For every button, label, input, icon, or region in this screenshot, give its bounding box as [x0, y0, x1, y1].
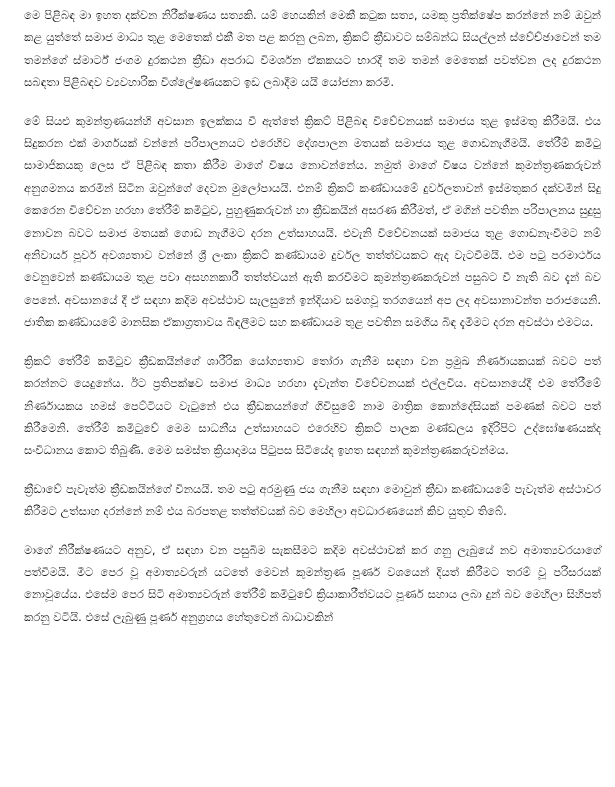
paragraph-4: ක්‍රීඩාවේ පැවැත්ම ක්‍රීඩකයින්ගේ විනයයි. තම පටු අරමුණු ජය ගැනීම සඳහා මොවුන් ක්‍රීඩා කණ්ඩායමේ පැවැත්ම අස්ථාවර කිරීමට උත්සාහ දරන්නේ නම් එය බරපතළ තත්ත්වයක් බව මෙහිලා අවධාරණයෙන් කිව යුතුව තිබේ. [24, 481, 601, 519]
paragraph-1: මෙ පිළිබඳ මා ඉහත දක්වන නිරීක්ෂණය සත්‍යකි. යම් හෙයකින් මෙකී කටුක සත්‍ය, යමකු ප්‍රතික්ෂේප කරන්නේ නම් ඔවුන් කළ යුත්තේ සමාජ මාධ්‍ය තුළ මෙතෙක් එකී මත පළ කරනු ලබන, ක්‍රිකට් ක්‍රීඩාවට සම්බන්ධ සියල්ලන් ස්වේච්ඡාවෙන් තම තමන්ගේ ස්මාර්ට් ජංගම දුරකථන ක්‍රීඩා අපරාධ විමර්ශන ඒකකයට භාරදී තම තමන් මෙතෙක් පවත්වන ලද දුරකථන සබඳතා පිළිබඳව ව්‍යවහාරික විශ්ලේෂණයකට ඉඩ ලබාදීම යයි යෝජනා කරමි. [24, 8, 601, 90]
paragraph-2: මේ සියළු කුමන්ත්‍රණයන්හි අවසාන ඉලක්කය වී ඇත්තේ ක්‍රිකට් පිළිබඳ විවේචනයක් සමාජය තුළ ඉස්මතු කිරීමයි. එය සිදුකරන එක් මාර්ගයක් වන්නේ පරිපාලනයට එරෙහිව දේශපාලන මතයක් සමාජය තුළ ගොඩනැගීමයි. තේරීම් කමිටු සාමාජිකයකු ලෙස ඒ පිළිබඳ කතා කිරීම මාගේ විෂය නොවන්නේය. නමුත් මාගේ විෂය වන්නේ කුමන්ත්‍රණකරුවන් අනුගමනය කරමින් සිටින ඔවුන්ගේ දෙවන මුලෝපායයි. එනම් ක්‍රිකට් කණ්ඩායමේ දුර්වලතාවන් ඉස්මතුකර දක්වමින් සිදු කෙරෙන විවේචන හරහා තේරීම් කමිටුව, පුහුණුකරුවන් හා ක්‍රීඩකයින් අසරණ කිරීමත්, ඒ මගින් පවතින පරිපාලනය සුදුසු නොවන බවට සමාජ මතයක් ගොඩ නැගීමට දරන උත්සාහයයි. එවැනි විවේචනයක් සමාජය තුළ ගොඩනැංවීමට නම් අනිවාර්ය පූර්ව අවශ්‍යතාව වන්නේ ශ්‍රී ලංකා ක්‍රිකට් කණ්ඩායම දුර්වල තත්ත්වයකට ඇද වැටවීමයි. එම පටු පරමාර්ථය වෙනුවෙන් කණ්ඩායම තුළ පවා අසහනකාරී තත්ත්වයන් ඇති කරවීමට කුමන්ත්‍රණකරුවන් පසුබට වී නැති බව දැන් බව පෙනේ. අවසානයේ දී ඒ සඳහා කදිම අවස්ථාව සැලසුනේ ඉන්දියාව සමගවූ තරගයෙන් අප ලද අවසානාවන්ත පරාජයෙනි. ජාතික කණ්ඩායමේ මානසික ඒකාග්‍රතාවය බිඳලීමට සහ කණ්ඩායම තුළ පවතින සමගිය බිඳ දැමීමට දරන අවස්ථා එමටය. [24, 113, 601, 330]
paragraph-5: මාගේ නිරීක්ෂණයට අනුව, ඒ සඳහා වන පසුබිම සැකසීමට කදිම අවස්ථාවක් කර ගනු ලැබුයේ නව අමාත්‍යවරයාගේ පත්වීමයි. මීට පෙර වූ අමාත්‍යවරුන් යටතේ මෙවන් කුමන්ත්‍රණ පූර්ණ වශයෙන් දියත් කිරීමට තරම් වූ පරිසරයක් නොවූයේය. එසේම පෙර සිටි අමාත්‍යවරුන් තේරීම් කමිටුවේ ක්‍රියාකාරීත්වයට පූර්ණ සහාය ලබා දුන් බව මෙහිලා සිහිපත් කරනු වටියි. එසේ ලැබුණු පූර්ණ අනුග්‍රහය හේතුවෙන් බාධාවකින් [24, 542, 601, 624]
paragraph-3: ක්‍රිකට් තේරීම් කමිටුව ක්‍රීඩකයින්ගේ ශාරීරික යෝග්‍යතාව තෝරා ගැනීම සඳහා වන ප්‍රමුඛ නිර්ණායකයක් බවට පත් කරන්නට යෙදුනේය. ඊට ප්‍රතිපක්ෂව සමාජ මාධ්‍ය හරහා දැවැන්ත විවේචනයක් එල්ලවිය. අවසානයේදී එම තේරීමේ නිර්ණායකය හමස් පෙට්ටියට වැටුනේ එය ක්‍රීඩකයන්ගේ ගිවිසුමේ නාම මාත්‍රික කොන්දේසියක් පමණක් බවට පත් කිරීමෙනි. තේරීම් කමිටුවේ මෙම සාධනීය උත්සාහයට එරෙහිව ක්‍රිකට් පාලක මණ්ඩලය ඉදිරිපිට උද්ඝෝෂණයක්ද සංවිධානය කොට තිබුණි. මෙම සමස්ත ක්‍රියාදාමය පිටුපස සිටියේද ඉහත සඳහන් කුමන්ත්‍රණකරුවන්මය. [24, 353, 601, 458]
